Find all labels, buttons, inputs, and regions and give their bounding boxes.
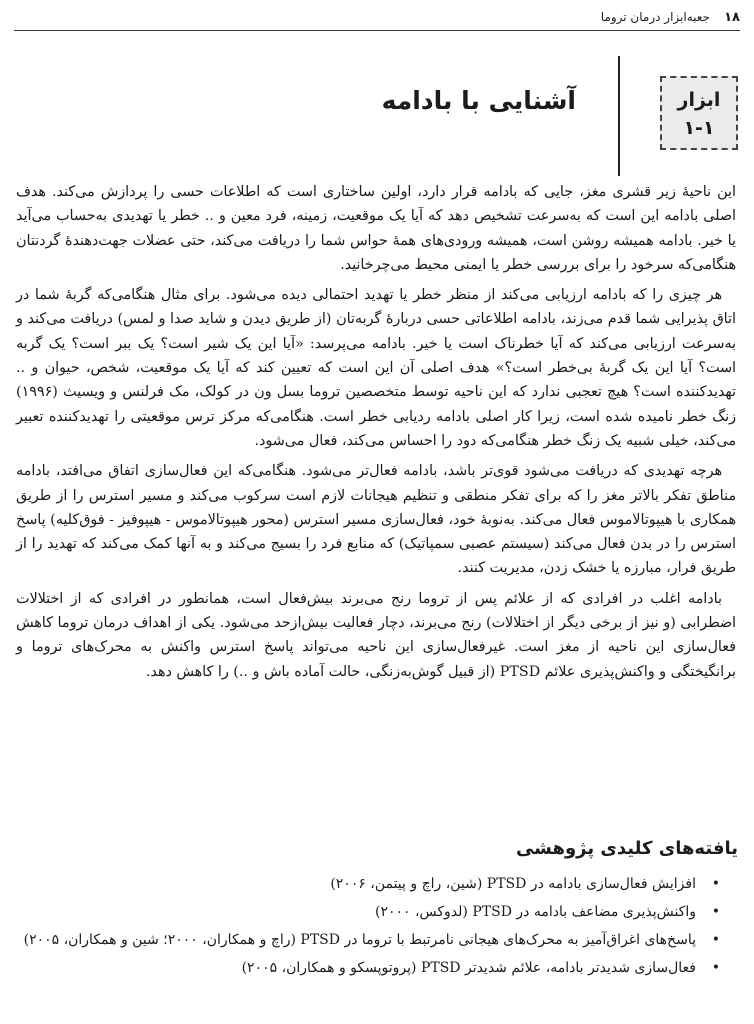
body-text xyxy=(16,180,736,690)
paragraph-2: هر چیزی را که بادامه ارزیابی می‌کند از منظر خطر یا تهدید احتمالی دیده می‌شود. برای مثال هنگامی‌که گربهٔ شما در اتاق پذیرایی شما قدم می‌زند، بادامه اطلاعاتی حسی دربارهٔ گربه‌تان (از طریق دیدن و شاید صدا و لمس) دریافت می‌کند و به‌سرعت ارزیابی می‌کند که آیا خطرناک است یا خیر. بادامه می‌پرسد: «آیا این یک شیر است؟ یک ببر است؟ یک گربه است؟ آیا این یک گربهٔ بی‌خطر است؟» هدف اصلی آن این است که تعیین کند که آیا یک موقعیت، شخص، حیوان و .. تهدیدکننده است؟ هیچ تعجبی ندارد که این ناحیه توسط متخصصین تروما بسل ون در کولک، مک فرلنس و ویسیث (۱۹۹۶) زنگ خطر نامیده شده است، زیرا کار اصلی بادامه ردیابی خطر است. هنگامی‌که مرکز ترس موقعیتی را تهدیدکننده تعبیر می‌کند، خیلی شبیه یک زنگ خطر هنگامی‌که دود را احساس می‌کند، فعال می‌شود. xyxy=(16,287,737,449)
finding-text: فعال‌سازی شدیدتر بادامه، علائم شدیدتر PTSD (پروتوپسکو و همکاران، ۲۰۰۵) xyxy=(241,960,696,976)
list-item xyxy=(16,900,736,925)
paragraph-4: بادامه اغلب در افرادی که از علائم پس از تروما رنج می‌برند بیش‌فعال است، همانطور در افرادی که از اختلالات اضطرابی (و نیز از برخی دیگر از اختلالات) رنج می‌برند، دچار فعالیت بیش‌ازحد می‌شود. یکی از اهداف درمان تروما کاهش فعال‌سازی این ناحیه از مغز است. غیرفعال‌سازی این ناحیه می‌تواند پاسخ استرس واکنش به محرک‌های تروما و برانگیختگی و واکنش‌پذیری علائم PTSD (از قبیل گوش‌به‌زنگی، حالت آماده باش و ..) را کاهش دهد. xyxy=(16,590,736,680)
finding-text: پاسخ‌های اغراق‌آمیز به محرک‌های هیجانی نامرتبط با تروما در PTSD (راچ و همکاران، ۲۰۰۰؛ شین و همکاران، ۲۰۰۵) xyxy=(23,932,696,948)
section-title: آشنایی با بادامه xyxy=(381,86,576,115)
list-item xyxy=(16,956,736,981)
bullet-icon: • xyxy=(711,876,720,892)
paragraph-3: هرچه تهدیدی که دریافت می‌شود قوی‌تر باشد، بادامه فعال‌تر می‌شود. هنگامی‌که این فعال‌سازی اتفاق می‌افتد، بادامه مناطق تفکر بالاتر مغز را که برای تفکر منطقی و تنظیم هیجانات لازم است سرکوب می‌کند و مسیر استرس را از طریق همکاری با هیپوتالاموس فعال می‌کند. به‌نوبهٔ خود، فعال‌سازی مسیر استرس (محور هیپوتالاموس - هیپوفیز - فوق‌کلیه) پاسخ استرس را در بدن فعال می‌کند (سیستم عصبی سمپاتیک) که منابع فرد را بسیج می‌کند و به آنها کمک می‌کند که تهدید را از طریق فرار، مبارزه یا خشک زدن، مدیریت کنند. xyxy=(16,463,736,577)
bullet-icon: • xyxy=(711,960,720,976)
tool-label-word: ابزار xyxy=(677,89,721,111)
title-divider xyxy=(618,56,620,176)
paragraph-1: این ناحیهٔ زیر قشری مغز، جایی که بادامه قرار دارد، اولین ساختاری است که اطلاعات حسی را پردازش می‌کند. هدف اصلی بادامه این است که به‌سرعت تشخیص دهد که آیا یک موقعیت، زمینه، فرد معین و .. خطر یا تهدیدی به‌حساب می‌آید یا خیر. بادامه همیشه روشن است، همیشه ورودی‌های همهٔ حواس شما را دریافت می‌کند، حتی عضلات جهت‌دهندهٔ گردنتان هنگامی‌که سرخود را برای بررسی خطر یا ایمنی محیط می‌چرخانید. xyxy=(16,184,736,273)
findings-heading: یافته‌های کلیدی پژوهشی xyxy=(515,838,738,859)
tool-label-box xyxy=(660,76,738,150)
bullet-icon: • xyxy=(711,904,720,920)
page-number: ۱۸ xyxy=(724,10,740,25)
list-item xyxy=(16,928,736,953)
list-item xyxy=(16,872,736,897)
running-header xyxy=(14,4,740,31)
book-title: جعبه‌ابزار درمان تروما xyxy=(600,10,710,24)
bullet-icon: • xyxy=(711,932,720,948)
tool-label-number: ۱-۱ xyxy=(683,117,715,139)
finding-text: افزایش فعال‌سازی بادامه در PTSD (شین، راچ و پیتمن، ۲۰۰۶) xyxy=(330,876,696,892)
findings-list xyxy=(16,872,736,984)
finding-text: واکنش‌پذیری مضاعف بادامه در PTSD (لدوکس، ۲۰۰۰) xyxy=(375,904,696,920)
